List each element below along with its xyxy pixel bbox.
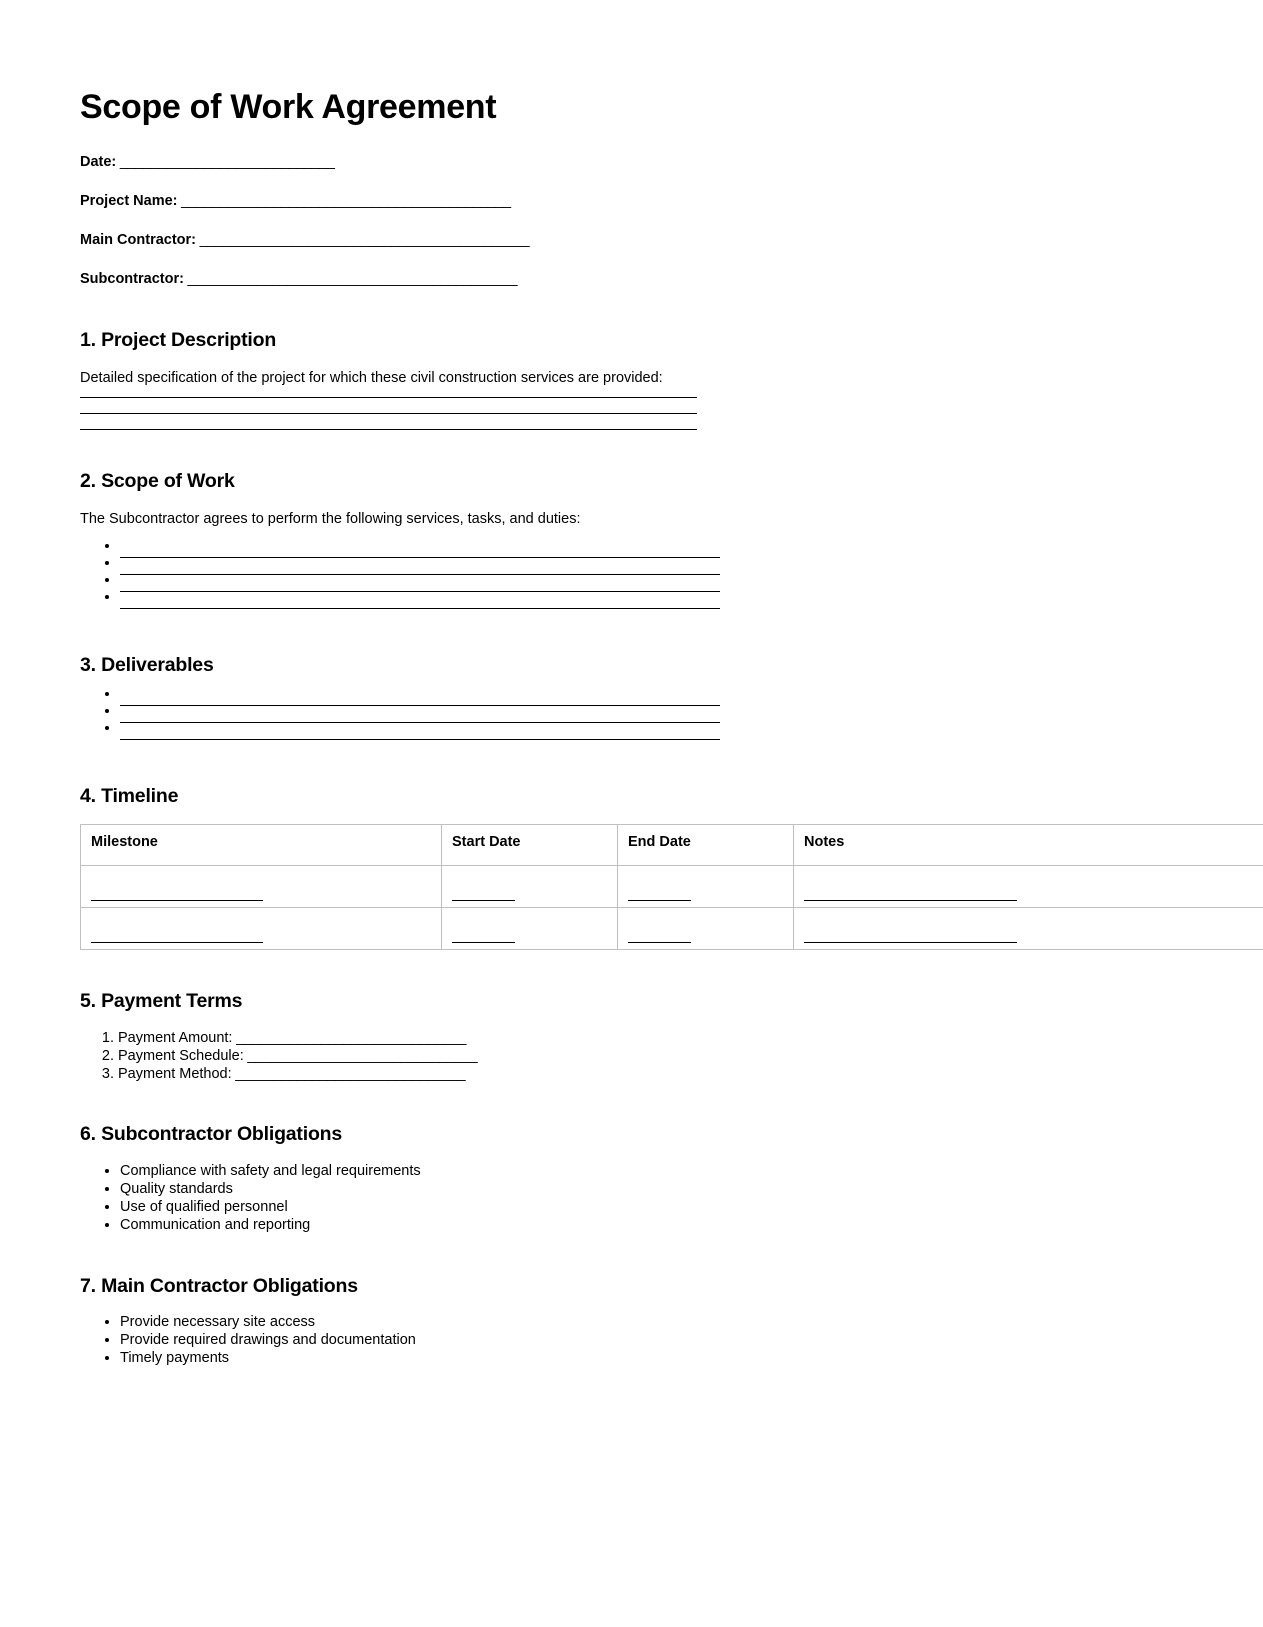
blank-line[interactable]	[80, 413, 697, 414]
blank-line[interactable]	[628, 888, 691, 901]
scope-of-work-blank-bullets	[80, 546, 1183, 614]
blank-line[interactable]	[120, 708, 720, 723]
blank-line[interactable]	[80, 429, 697, 430]
list-item-payment-amount	[118, 1030, 1183, 1048]
blank-line[interactable]	[452, 888, 515, 901]
date-label: Date:	[80, 154, 117, 171]
blank-line[interactable]	[91, 888, 263, 901]
main-contractor-obligations-list	[80, 1314, 1183, 1368]
blank-line[interactable]	[804, 930, 1017, 943]
blank-line[interactable]	[120, 577, 720, 592]
section-payment-terms	[80, 990, 1183, 1083]
cell-notes[interactable]	[794, 866, 1263, 908]
section-heading-project-description: 1. Project Description	[80, 328, 277, 351]
list-item: • Use of qualified personnel	[120, 1199, 1183, 1217]
field-row-subcontractor	[80, 270, 1183, 288]
section-project-description	[80, 329, 1183, 430]
payment-schedule-blank-line[interactable]: ______________________________	[243, 1047, 478, 1064]
cell-notes[interactable]	[794, 908, 1263, 950]
payment-schedule-label: Payment Schedule:	[118, 1047, 244, 1064]
subcontractor-blank-line[interactable]: ___________________________________________	[183, 271, 518, 288]
list-item[interactable]	[120, 597, 1183, 614]
column-header-end-date: End Date	[618, 825, 794, 866]
payment-method-label: Payment Method:	[118, 1065, 232, 1082]
payment-amount-label: Payment Amount:	[118, 1029, 233, 1046]
payment-terms-list	[80, 1030, 1183, 1084]
cell-milestone[interactable]	[81, 866, 442, 908]
blank-line[interactable]	[120, 594, 720, 609]
list-item-payment-method	[118, 1066, 1183, 1084]
section-heading-deliverables: 3. Deliverables	[80, 654, 214, 677]
list-item: • Timely payments	[120, 1350, 1183, 1368]
field-row-project-name	[80, 192, 1183, 210]
section-heading-main-contractor-obligations: 7. Main Contractor Obligations	[80, 1274, 358, 1297]
section-timeline	[80, 785, 1183, 950]
list-item: • Provide necessary site access	[120, 1314, 1183, 1332]
section-subcontractor-obligations	[80, 1123, 1183, 1234]
section-heading-payment-terms: 5. Payment Terms	[80, 990, 243, 1013]
blank-line[interactable]	[120, 560, 720, 575]
payment-amount-blank-line[interactable]: ______________________________	[232, 1029, 467, 1046]
list-item: • Compliance with safety and legal requirements	[120, 1163, 1183, 1181]
list-item: • Provide required drawings and documentation	[120, 1332, 1183, 1350]
list-item: • Quality standards	[120, 1181, 1183, 1199]
subcontractor-label: Subcontractor:	[80, 271, 184, 288]
subcontractor-obligations-list	[80, 1163, 1183, 1235]
blank-line[interactable]	[80, 397, 697, 398]
page-title: Scope of Work Agreement	[80, 88, 497, 126]
payment-method-blank-line[interactable]: ______________________________	[231, 1065, 466, 1082]
section-deliverables	[80, 654, 1183, 744]
project-name-label: Project Name:	[80, 193, 178, 210]
main-contractor-blank-line[interactable]: ___________________________________________	[196, 232, 530, 249]
timeline-table-head	[81, 825, 1263, 866]
cell-milestone[interactable]	[81, 908, 442, 950]
field-row-main-contractor	[80, 231, 1183, 249]
deliverables-blank-bullets	[80, 694, 1183, 745]
blank-line[interactable]	[91, 930, 263, 943]
project-description-blank-lines	[80, 397, 1183, 430]
timeline-table	[80, 824, 1263, 950]
cell-start-date[interactable]	[442, 908, 618, 950]
project-name-blank-line[interactable]: ___________________________________________	[177, 193, 511, 210]
scope-of-work-intro: The Subcontractor agrees to perform the following services, tasks, and duties:	[80, 511, 581, 528]
timeline-table-body	[81, 866, 1263, 950]
section-scope-of-work	[80, 470, 1183, 614]
blank-line[interactable]	[120, 725, 720, 740]
column-header-notes: Notes	[794, 825, 1263, 866]
list-item-payment-schedule	[118, 1048, 1183, 1066]
cell-end-date[interactable]	[618, 908, 794, 950]
column-header-milestone: Milestone	[81, 825, 442, 866]
project-description-intro: Detailed specification of the project for which these civil construction services are provided:	[80, 369, 663, 386]
table-row	[81, 908, 1263, 950]
blank-line[interactable]	[120, 691, 720, 706]
section-heading-scope-of-work: 2. Scope of Work	[80, 470, 235, 492]
section-main-contractor-obligations	[80, 1275, 1183, 1368]
blank-line[interactable]	[120, 543, 720, 558]
header-fields-block	[80, 153, 1183, 289]
table-row	[81, 866, 1263, 908]
main-contractor-label: Main Contractor:	[80, 232, 196, 249]
blank-line[interactable]	[628, 930, 691, 943]
table-header-row	[81, 825, 1263, 866]
section-heading-subcontractor-obligations: 6. Subcontractor Obligations	[80, 1123, 343, 1146]
date-blank-line[interactable]: ____________________________	[116, 154, 335, 171]
list-item: • Communication and reporting	[120, 1217, 1183, 1235]
blank-line[interactable]	[804, 888, 1017, 901]
column-header-start-date: Start Date	[442, 825, 618, 866]
cell-start-date[interactable]	[442, 866, 618, 908]
list-item[interactable]	[120, 728, 1183, 745]
blank-line[interactable]	[452, 930, 515, 943]
section-heading-timeline: 4. Timeline	[80, 784, 179, 807]
field-row-date	[80, 153, 1183, 171]
cell-end-date[interactable]	[618, 866, 794, 908]
